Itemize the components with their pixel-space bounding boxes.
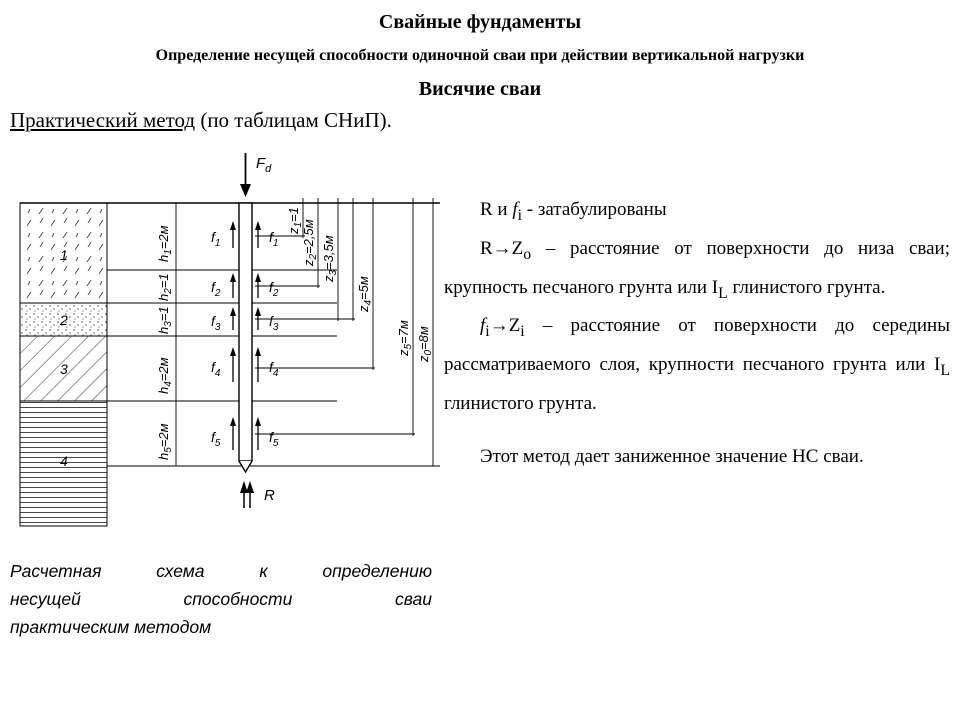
f-label-3-right: $f_3$ — [269, 313, 279, 333]
section-heading: Висячие сваи — [418, 78, 542, 100]
h-label-1: $h_1=2м$ — [156, 225, 174, 262]
method-line — [10, 108, 392, 133]
f-label-1-right: $f_1$ — [269, 229, 279, 249]
layer-number-1: 1 — [60, 247, 68, 263]
slide-title: Свайные фундаменты — [378, 11, 582, 33]
caption-line-2: несущей способности сваи — [10, 589, 432, 609]
pile — [239, 203, 252, 461]
caption-line-3: практическим методом — [10, 617, 212, 637]
z-label-0: $z_0=8м$ — [416, 326, 434, 362]
slide-subtitle: Определение несущей способности одиночной сваи при действии вертикальной нагрузки — [155, 47, 805, 64]
explanation-text — [444, 193, 950, 473]
f-label-1-left: $f_1$ — [211, 229, 221, 249]
layer-number-2: 2 — [60, 312, 68, 328]
z-label-5: $z_5=7м$ — [396, 320, 414, 356]
z-label-3: $z_3=3,5м$ — [321, 235, 339, 282]
h-label-5: $h_5=2м$ — [156, 423, 174, 460]
f-label-2-right: $f_2$ — [269, 279, 279, 299]
method-underlined: Практический метод — [10, 108, 196, 132]
f-label-5-right: $f_5$ — [269, 429, 279, 449]
f-label-4-left: $f_4$ — [211, 359, 221, 379]
f-label-3-left: $f_3$ — [211, 313, 221, 333]
method-rest: (по таблицам СНиП). — [195, 108, 392, 132]
f-label-2-left: $f_2$ — [211, 279, 221, 299]
load-label: $F_d$ — [256, 155, 272, 175]
h-label-3: $h_3=1$ — [156, 306, 174, 334]
paragraph-conclusion: Этот метод дает заниженное значение НС сваи. — [480, 445, 864, 467]
paragraph-r-fi: R и $f_i$ - затабулированы — [480, 199, 667, 224]
layer-number-3: 3 — [60, 361, 68, 377]
pile-diagram — [0, 150, 445, 530]
reaction-label: R — [264, 487, 275, 504]
z-label-1: $z_1=1$ — [286, 207, 304, 234]
z-label-2: $z_2=2,5м$ — [301, 219, 319, 266]
f-label-5-left: $f_5$ — [211, 429, 221, 449]
diagram-caption — [10, 557, 432, 641]
caption-line-1: Расчетная схема к определению — [10, 561, 432, 581]
h-label-2: $h_2=1$ — [156, 273, 174, 301]
f-label-4-right: $f_4$ — [269, 359, 279, 379]
paragraph-r-zo: $R\to Z_o$ – расстояние от поверхности до низа сваи; крупность песчаного грунта или $I_L$ глинистого грунта. — [444, 237, 950, 302]
paragraph-fi-zi: $f_i\to Z_i$ – расстояние от поверхности до середины рассматриваемого слоя, крупности песчаного грунта или $I_L$ глинистого грунта. — [444, 315, 950, 414]
h-label-4: $h_4=2м$ — [156, 357, 174, 394]
z-label-4: $z_4=5м$ — [356, 276, 374, 312]
layer-number-4: 4 — [60, 453, 68, 469]
